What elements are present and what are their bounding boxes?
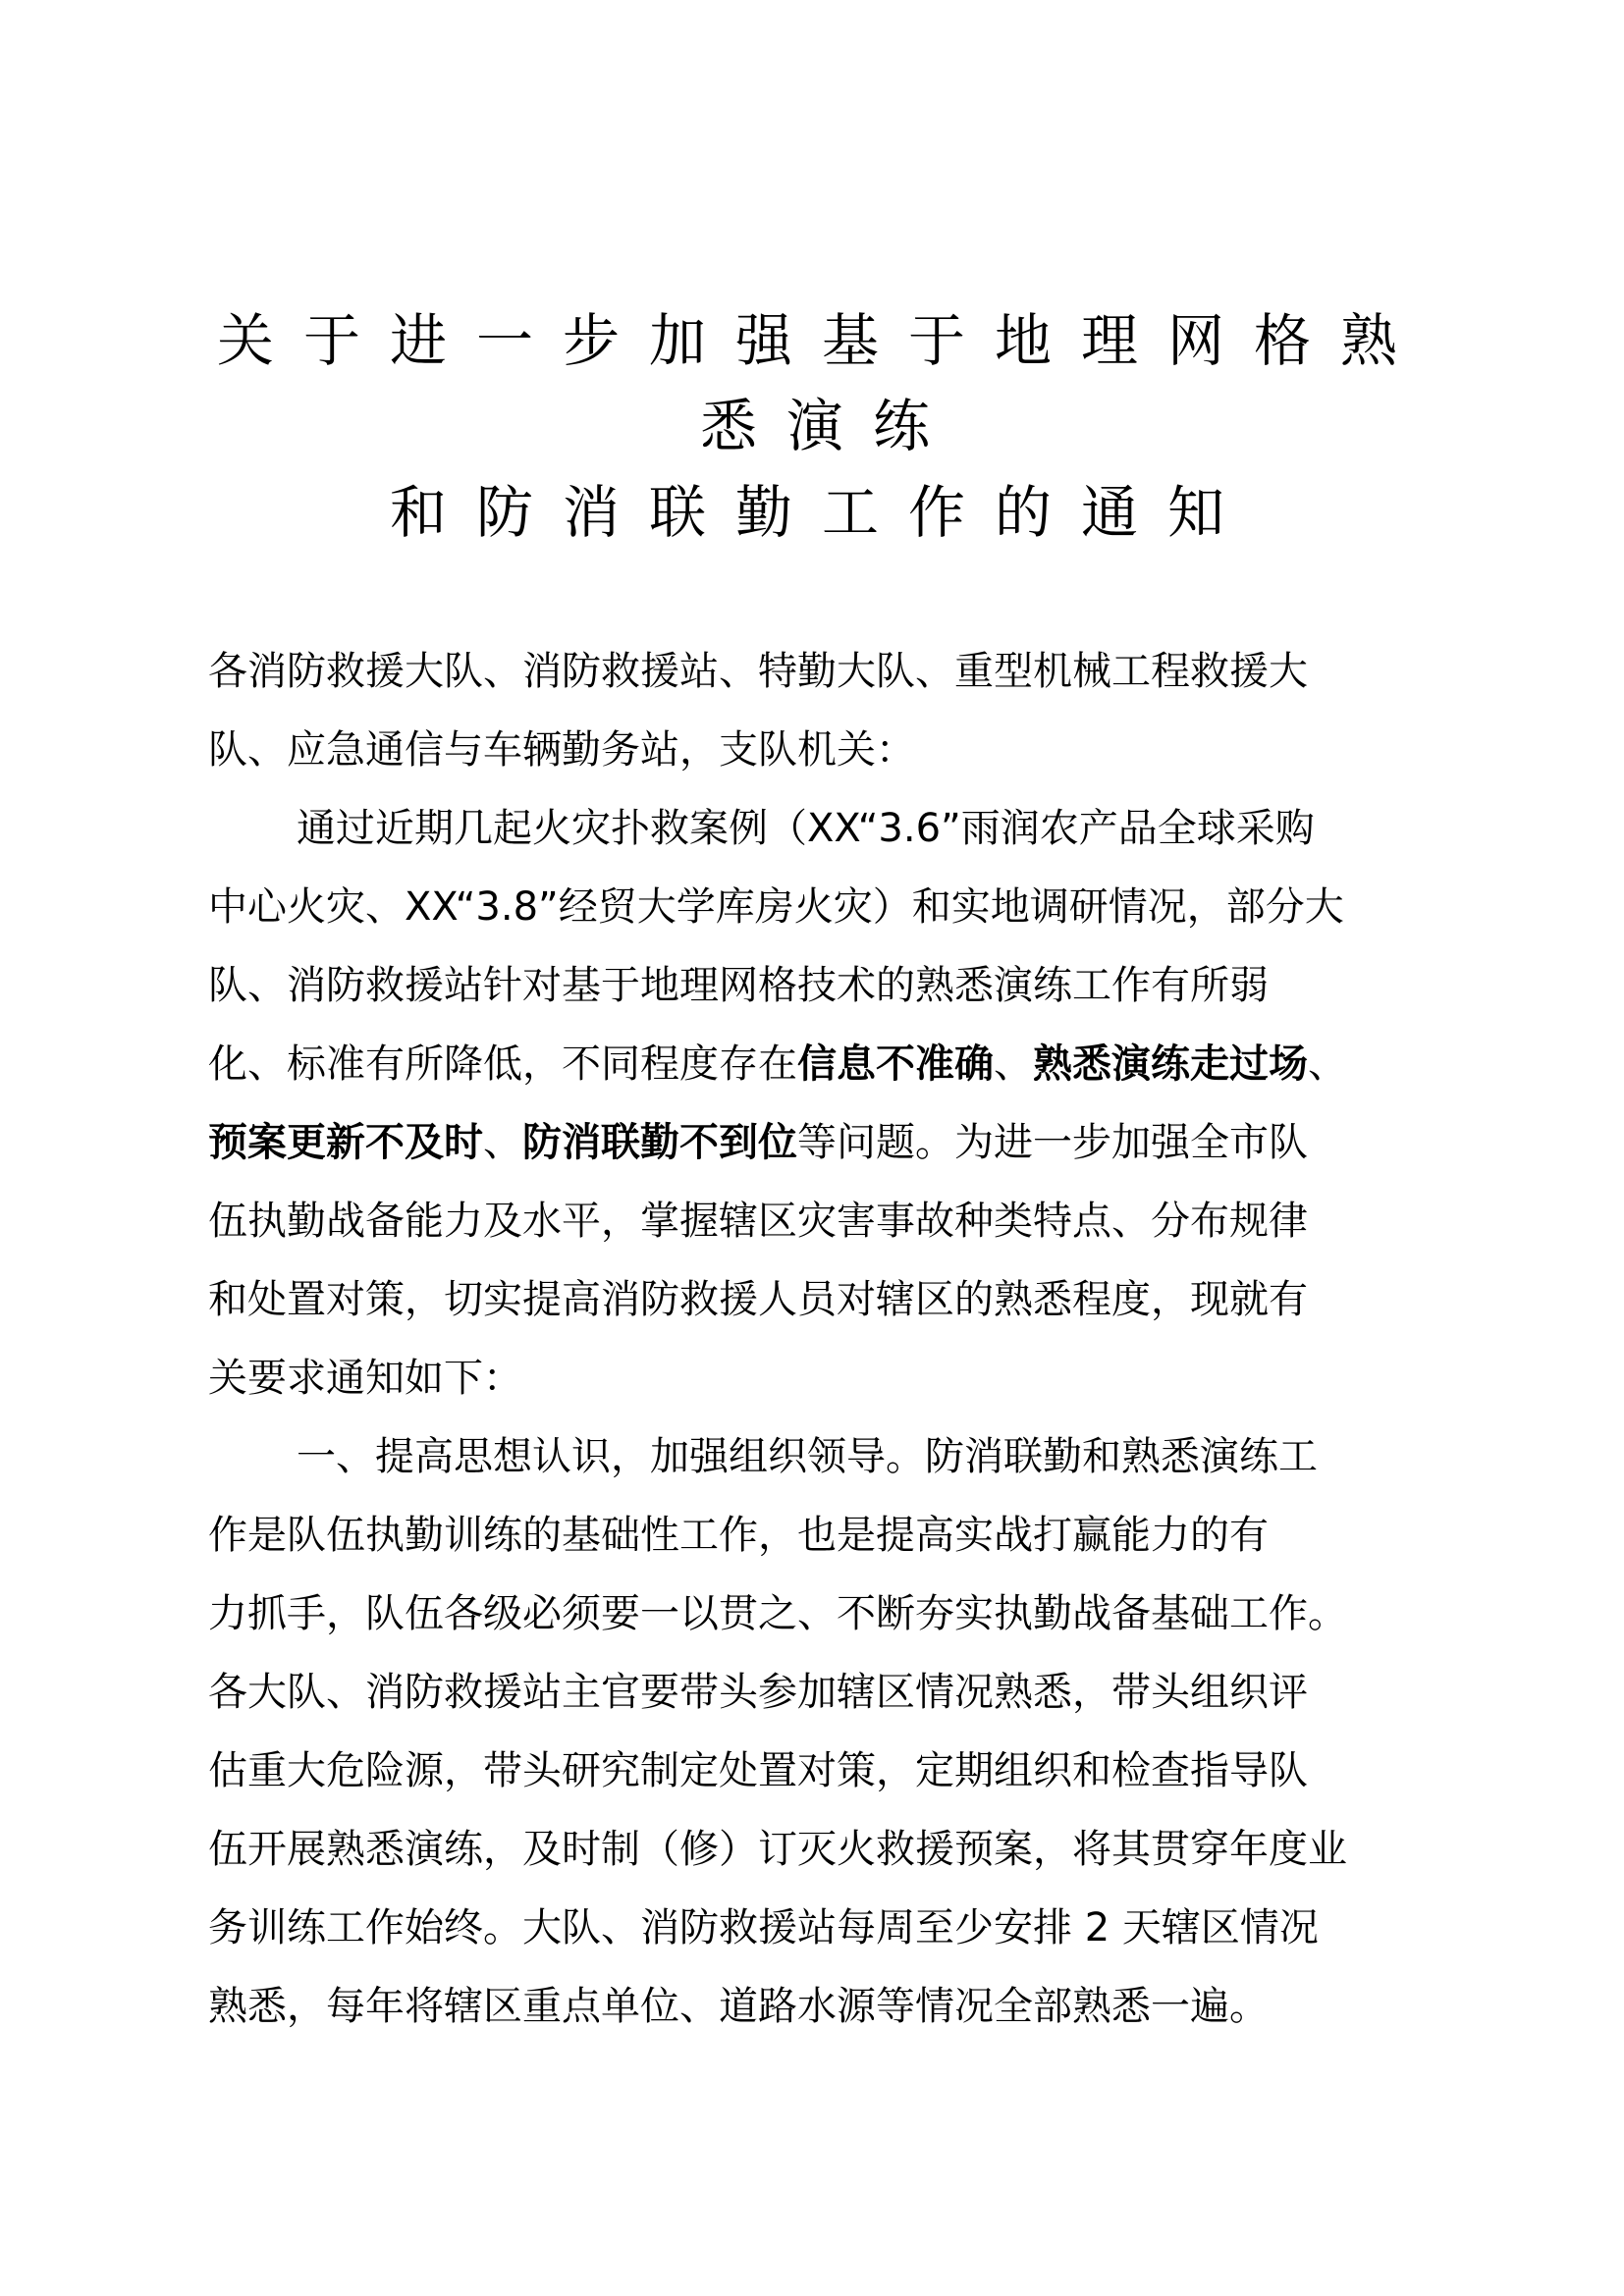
- text-run: 化、标准有所降低，不同程度存在: [208, 1041, 797, 1087]
- text-run: 、: [994, 1041, 1033, 1087]
- section1-line-5: 估重大危险源，带头研究制定处置对策，定期组织和检查指导队: [208, 1748, 1308, 1793]
- paragraph1-line-4: [208, 1041, 1347, 1087]
- salutation-line-2: 队、应急通信与车辆勤务站，支队机关：: [208, 727, 915, 773]
- section1-line-4: 各大队、消防救援站主官要带头参加辖区情况熟悉，带头组织评: [208, 1670, 1308, 1715]
- document-title-line-3: 和防消联勤工作的通知: [389, 479, 1254, 546]
- text-run: 、: [1308, 1041, 1347, 1087]
- emphasis-joint-duty-lacking: 防消联勤不到位: [522, 1120, 797, 1165]
- paragraph1-line-5: [208, 1120, 1308, 1165]
- section1-line-6: 伍开展熟悉演练，及时制（修）订灭火救援预案，将其贯穿年度业: [208, 1827, 1347, 1872]
- section1-line-8: 熟悉，每年将辖区重点单位、道路水源等情况全部熟悉一遍。: [208, 1984, 1269, 2029]
- document-title-line-2: 悉演练: [699, 393, 959, 459]
- text-run: 等问题。为进一步加强全市队: [797, 1120, 1308, 1165]
- emphasis-drill-formality: 熟悉演练走过场: [1033, 1041, 1308, 1087]
- emphasis-inaccurate-info: 信息不准确: [797, 1041, 994, 1087]
- paragraph1-line-2: 中心火灾、XX“3.8”经贸大学库房火灾）和实地调研情况，部分大: [208, 884, 1344, 930]
- section1-line-1: 一、提高思想认识，加强组织领导。防消联勤和熟悉演练工: [297, 1434, 1318, 1479]
- paragraph1-line-8: 关要求通知如下：: [208, 1356, 522, 1401]
- section1-line-2: 作是队伍执勤训练的基础性工作，也是提高实战打赢能力的有: [208, 1513, 1269, 1558]
- paragraph1-line-6: 伍执勤战备能力及水平，掌握辖区灾害事故种类特点、分布规律: [208, 1199, 1308, 1244]
- salutation-line-1: 各消防救援大队、消防救援站、特勤大队、重型机械工程救援大: [208, 649, 1308, 694]
- section1-line-3: 力抓手，队伍各级必须要一以贯之、不断夯实执勤战备基础工作。: [208, 1591, 1347, 1636]
- document-title-line-1: 关于进一步加强基于地理网格熟: [216, 307, 1427, 374]
- paragraph1-line-3: 队、消防救援站针对基于地理网格技术的熟悉演练工作有所弱: [208, 963, 1269, 1008]
- paragraph1-line-1: 通过近期几起火灾扑救案例（XX“3.6”雨润农产品全球采购: [297, 806, 1315, 851]
- emphasis-plan-outdated: 预案更新不及时: [208, 1120, 483, 1165]
- text-run: 、: [483, 1120, 522, 1165]
- paragraph1-line-7: 和处置对策，切实提高消防救援人员对辖区的熟悉程度，现就有: [208, 1277, 1308, 1322]
- section1-line-7: 务训练工作始终。大队、消防救援站每周至少安排 2 天辖区情况: [208, 1905, 1319, 1950]
